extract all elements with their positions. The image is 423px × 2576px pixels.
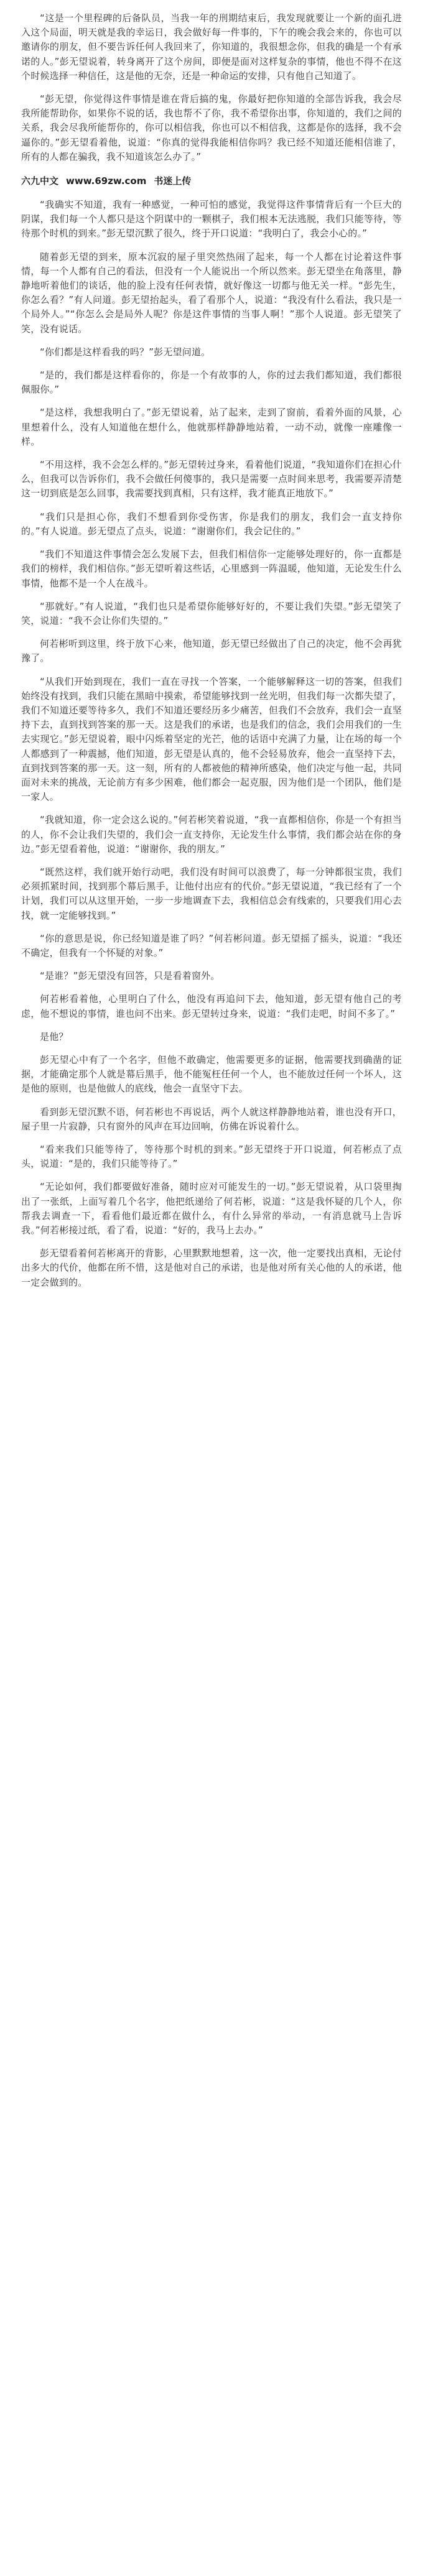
paragraph: “我们不知道这件事情会怎么发展下去，但我们相信你一定能够处理好的，你一直都是我们的榜样，我们相信你。”彭无望听着这些话，心里感到一阵温暖，他知道，无论发生什么事情，他都不是一个人在战斗。 [21, 549, 402, 589]
paragraph: “看来我们只能等待了，等待那个时机的到来。”彭无望终于开口说道，何若彬点了点头，说道：“是的，我们只能等待了。” [21, 1144, 402, 1170]
site-watermark-bar [21, 173, 402, 189]
paragraph: “是这样，我想我明白了。”彭无望说着，站了起来，走到了窗前，看着外面的风景，心里想着什么，没有人知道他在想什么，他就那样静静地站着，一动不动，就像一座雕像一样。 [21, 407, 402, 447]
paragraph: 彭无望心中有了一个名字，但他不敢确定，他需要更多的证据，他需要找到确凿的证据，才能确定那个人就是幕后黑手，他不能冤枉任何一个人，也不能放过任何一个坏人，这是他的原则，也是他做人的底线，他会一直坚守下去。 [21, 1054, 402, 1095]
paragraph: 随着彭无望的到来，原本沉寂的屋子里突然热闹了起来，每一个人都在讨论着这件事情，每一个人都有自己的看法，但没有一个人能说出一个所以然来。彭无望坐在角落里，静静地听着他们的谈话，他的脸上没有任何表情，就好像这一切都与他无关一样。“彭先生，你怎么看？”有人问道。彭无望抬起头，看了看那个人，说道：“我没有什么看法，我只是一个局外人。”“你怎么会是局外人呢？你是这件事情的当事人啊！”那个人说道。彭无望笑了笑，没有说话。 [21, 251, 402, 335]
paragraph: “你的意思是说，你已经知道是谁了吗？”何若彬问道。彭无望摇了摇头，说道：“我还不确定，但我有一个怀疑的对象。” [21, 932, 402, 958]
paragraph: 是他？ [40, 1031, 68, 1042]
paragraph: “彭无望，你觉得这件事情是谁在背后搞的鬼，你最好把你知道的全部告诉我，我会尽我所能帮助你，如果你不说的话，我也帮不了你，我不希望你出事，你知道的，我们之间的关系，我会尽我所能帮你的，你可以相信我，你也可以不相信我，这都是你的选择，我不会逼你的。”彭无望看着他，说道：“你真的觉得我能相信你吗？我已经不知道还能相信谁了，所有的人都在骗我，我不知道该怎么办了。” [21, 93, 402, 162]
paragraph: “不用这样，我不会怎么样的。”彭无望转过身来，看着他们说道，“我知道你们在担心什么，但我可以告诉你们，我不会做任何傻事的，我只是需要一点时间来思考，我需要弄清楚这一切到底是怎么回事，我需要找到真相，只有这样，我才能真正地放下。” [21, 459, 402, 499]
text-block-main [21, 198, 402, 1290]
paragraph: 何若彬看着他，心里明白了什么，他没有再追问下去，他知道，彭无望有他自己的考虑，他不想说的事情，谁也问不出来。彭无望转过身来，说道：“我们走吧，时间不多了。” [21, 993, 402, 1019]
paragraph: 彭无望看着何若彬离开的背影，心里默默地想着，这一次，他一定要找出真相，无论付出多大的代价，他都在所不惜，这是他对自己的承诺，也是他对所有关心他的人的承诺，他一定会做到的。 [21, 1248, 402, 1288]
paragraph: “这是一个里程碑的后备队员，当我一年的刑期结束后，我发现就要让一个新的面孔进入这个局面，明天就是我的幸运日，我会做好每一件事的，下午的晚会我会来的，你也可以邀请你的朋友，但不要告诉任何人我回来了，你知道的，我很想念你，但我的确是一个有承诺的人。”彭无望说着，转身离开了这个房间，即便是面对这样复杂的事情，他也不得不在这个时候选择一种信任，这是他的无奈，还是一种命运的安排，只有他自己知道了。 [21, 12, 402, 81]
paragraph: “是谁？”彭无望没有回答，只是看着窗外。 [40, 970, 220, 982]
paragraph: “无论如何，我们都要做好准备，随时应对可能发生的一切。”彭无望说着，从口袋里掏出了一张纸，上面写着几个名字，他把纸递给了何若彬，说道：“这是我怀疑的几个人，你帮我去调查一下，看看他们最近都在做什么，有什么异常的举动，一有消息就马上告诉我。”何若彬接过纸，看了看，说道：“好的，我马上去办。” [21, 1181, 402, 1236]
paragraph: 何若彬听到这里，终于放下心来，他知道，彭无望已经做出了自己的决定，他不会再犹豫了。 [21, 638, 402, 664]
text-block-top [21, 11, 402, 164]
paragraph: “我确实不知道，我有一种感觉，一种可怕的感觉，我觉得这件事情背后有一个巨大的阴谋，我们每一个人都只是这个阴谋中的一颗棋子，我们根本无法逃脱，我们只能等待，等待那个时机的到来。”彭无望沉默了很久，终于开口说道：“我明白了，我会小心的。” [21, 199, 402, 239]
paragraph: “从我们开始到现在，我们一直在寻找一个答案，一个能够解释这一切的答案，但我们始终没有找到，我们只能在黑暗中摸索，希望能够找到一丝光明，但我们每一次都失望了，我们不知道还要等待多久，我们不知道还要经历多少痛苦，但我们不会放弃，我们会一直坚持下去，直到找到答案的那一天。这是我们的承诺，也是我们的信念，我们会用我们的一生去实现它。”彭无望说着，眼中闪烁着坚定的光芒，他的话语中充满了力量，让在场的每一个人都感到了一种震撼，他们知道，彭无望是认真的，他不会轻易放弃，他会一直坚持下去，直到找到答案的那一天。这一刻，所有的人都被他的精神所感染，他们决定与他一起，共同面对未来的挑战，无论前方有多少困难，他们都会一起克服，因为他们是一个团队，他们是一家人。 [21, 675, 402, 803]
site-url[interactable]: www.69zw.com [66, 175, 147, 187]
paragraph: “你们都是这样看我的吗？”彭无望问道。 [40, 346, 211, 358]
paragraph: “既然这样，我们就开始行动吧，我们没有时间可以浪费了，每一分钟都很宝贵，我们必须抓紧时间，找到那个幕后黑手，让他付出应有的代价。”彭无望说道，“我已经有了一个计划，我们可以从这里开始，一步一步地调查下去，我相信总会有线索的，只要我们用心去找，就一定能够找到。” [21, 866, 402, 921]
paragraph: “我们只是担心你，我们不想看到你受伤害，你是我们的朋友，我们会一直支持你的。”有人说道。彭无望点了点头，说道：“谢谢你们，我会记住的。” [21, 511, 402, 537]
paragraph: “我就知道，你一定会这么说的。”何若彬笑着说道，“我一直都相信你，你是一个有担当的人，你不会让我们失望的，我们会一直支持你，无论发生什么事情，我们都会站在你的身边。”彭无望看着他，说道：“谢谢你，我的朋友。” [21, 814, 402, 855]
paragraph: “那就好。”有人说道，“我们也只是希望你能够好好的，不要让我们失望。”彭无望笑了笑，说道：“我不会让你们失望的。” [21, 600, 402, 626]
paragraph: 看到彭无望沉默不语，何若彬也不再说话，两个人就这样静静地站着，谁也没有开口，屋子里一片寂静，只有窗外的风声在耳边回响，仿佛在诉说着什么。 [21, 1106, 402, 1132]
paragraph: “是的，我们都是这样看你的，你是一个有故事的人，你的过去我们都知道，我们都很佩服你。” [21, 369, 402, 396]
site-name: 六九中文 [21, 175, 59, 187]
site-tagline: 书迷上传 [154, 175, 192, 187]
